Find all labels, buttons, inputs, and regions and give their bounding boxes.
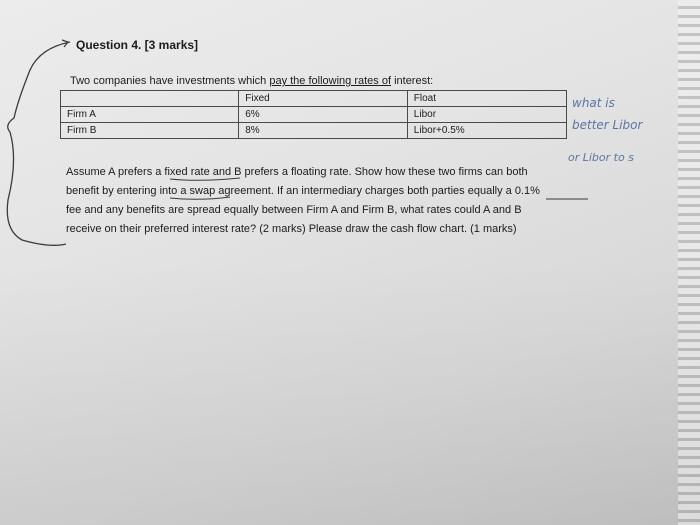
body-line: receive on their preferred interest rate? (2 marks) Please draw the cash flow chart. (1 marks) (66, 223, 517, 235)
question-intro (70, 75, 433, 87)
table-cell-float: Libor+0.5% (407, 123, 566, 139)
question-body (66, 163, 606, 239)
table-header-fixed: Fixed (239, 91, 408, 107)
table-header-cell (61, 91, 239, 107)
handwritten-note: or Libor to s (568, 151, 634, 164)
rates-table (60, 90, 567, 139)
table-cell-float: Libor (407, 107, 566, 123)
intro-part-b: pay the following rates of (269, 75, 392, 87)
handwritten-note: better Libor (572, 118, 643, 132)
table-header-row (61, 91, 567, 107)
table-cell-firm: Firm B (61, 123, 239, 139)
intro-part-c: interest: (391, 75, 434, 87)
table-cell-fixed: 6% (239, 107, 408, 123)
table-cell-fixed: 8% (239, 123, 408, 139)
table-header-float: Float (407, 91, 566, 107)
handwritten-note: what is (572, 96, 615, 110)
body-line: benefit by entering into a swap agreement. If an intermediary charges both parties equally a 0.1% (66, 185, 540, 197)
intro-part-a: Two companies have investments which (70, 75, 270, 87)
table-cell-firm: Firm A (61, 107, 239, 123)
question-title: Question 4. [3 marks] (76, 38, 199, 52)
table-row (61, 107, 567, 123)
body-line: fee and any benefits are spread equally between Firm A and Firm B, what rates could A and B (66, 204, 522, 216)
table-row (61, 123, 567, 139)
body-line: Assume A prefers a fixed rate and B prefers a floating rate. Show how these two firms can both (66, 166, 528, 178)
